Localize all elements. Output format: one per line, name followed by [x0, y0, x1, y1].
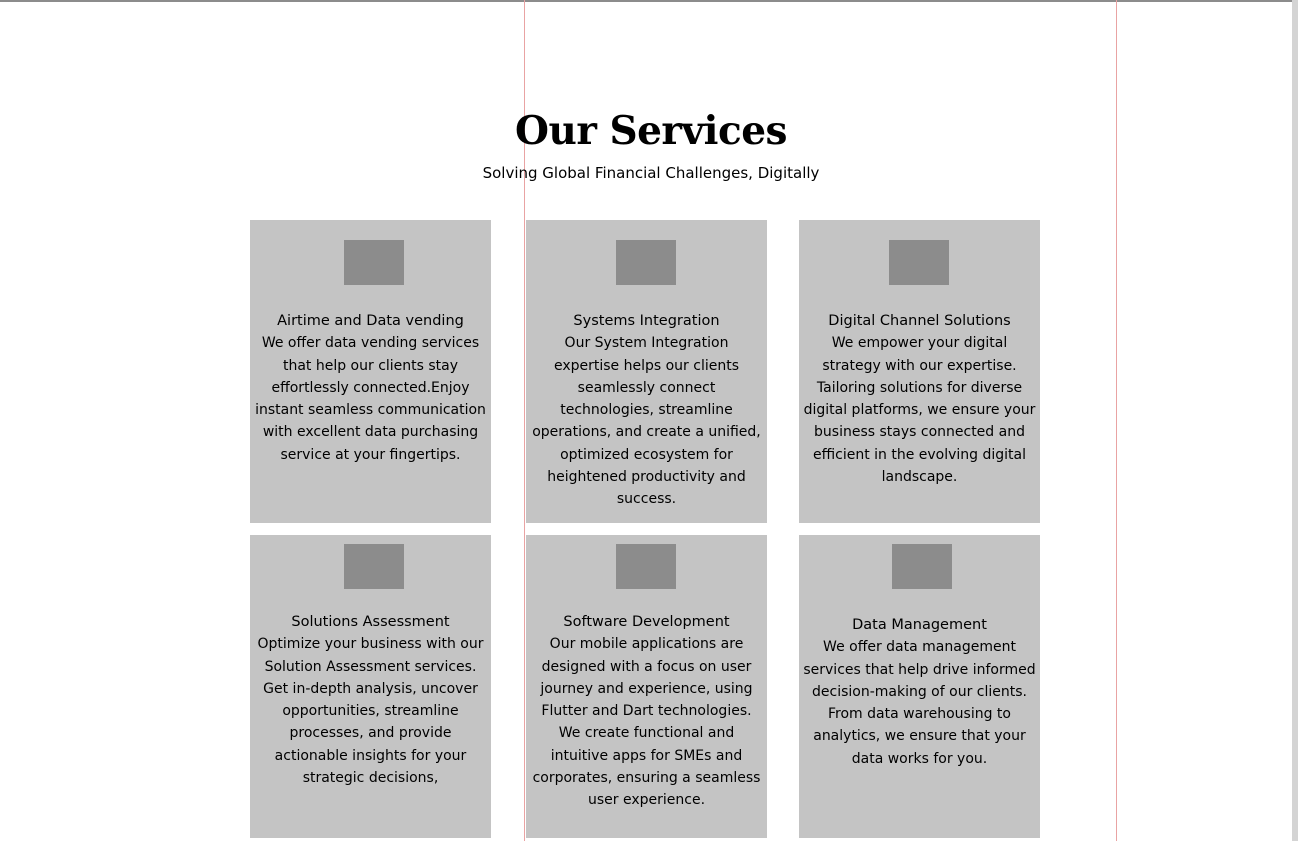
service-card-title: Software Development	[563, 614, 730, 630]
service-card-description: We offer data vending services that help our clients stay effortlessly connected.Enjoy instant seamless communication with excellent data purchasing service at your fingertips.	[255, 335, 486, 463]
service-card-title: Airtime and Data vending	[277, 313, 464, 329]
image-placeholder-icon	[892, 544, 952, 589]
service-card-airtime-data-vending	[250, 220, 491, 523]
image-placeholder-icon	[616, 544, 676, 589]
service-card-title: Systems Integration	[573, 313, 720, 329]
service-card-text	[799, 310, 1040, 488]
service-card-text	[526, 611, 767, 812]
service-card-text	[526, 310, 767, 511]
service-card-solutions-assessment	[250, 535, 491, 838]
image-placeholder-icon	[889, 240, 949, 285]
service-card-data-management	[799, 535, 1040, 838]
image-placeholder-icon	[616, 240, 676, 285]
service-card-software-development	[526, 535, 767, 838]
top-border	[0, 0, 1292, 2]
page-subtitle: Solving Global Financial Challenges, Digitally	[482, 164, 820, 182]
service-card-description: Our System Integration expertise helps our clients seamlessly connect technologies, streamline operations, and create a unified, optimized ecosystem for heightened productivity and success.	[532, 335, 761, 508]
service-card-description: Our mobile applications are designed with a focus on user journey and experience, using Flutter and Dart technologies. We create functional and intuitive apps for SMEs and corporates, ensuring a seamless user experience.	[532, 636, 761, 809]
service-card-description: Optimize your business with our Solution Assessment services. Get in-depth analysis, uncover opportunities, streamline processes, and provide actionable insights for your strategic decisions,	[257, 636, 484, 787]
image-placeholder-icon	[344, 240, 404, 285]
service-card-text	[799, 614, 1040, 770]
service-card-description: We empower your digital strategy with our expertise. Tailoring solutions for diverse digital platforms, we ensure your business stays connected and efficient in the evolving digital landscape.	[803, 335, 1036, 486]
service-card-title: Solutions Assessment	[291, 614, 450, 630]
service-card-systems-integration	[526, 220, 767, 523]
service-card-text	[250, 611, 491, 789]
image-placeholder-icon	[344, 544, 404, 589]
service-card-digital-channel-solutions	[799, 220, 1040, 523]
page-title: Our Services	[515, 108, 787, 154]
service-card-title: Digital Channel Solutions	[828, 313, 1011, 329]
service-card-description: We offer data management services that help drive informed decision-making of our clients. From data warehousing to analytics, we ensure that your data works for you.	[803, 639, 1036, 767]
service-card-text	[250, 310, 491, 466]
service-card-title: Data Management	[852, 617, 987, 633]
